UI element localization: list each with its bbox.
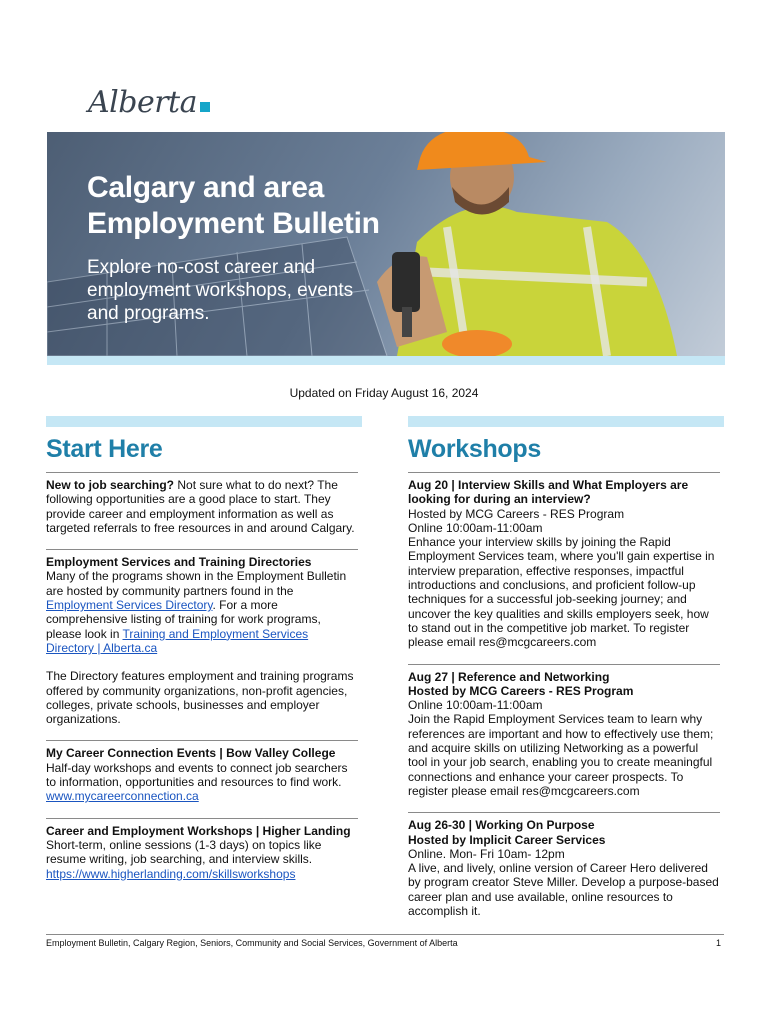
workshop-item [408, 664, 720, 799]
directories-text1: Many of the programs shown in the Employment Bulletin are hosted by community partners found in the [46, 569, 347, 598]
banner-subtitle: Explore no-cost career and employment workshops, events and programs. [87, 257, 354, 324]
workshop-desc: Join the Rapid Employment Services team to learn why references are important and how to effectively use them; and acquire skills on utilizing Networking as a powerful tool in your job search, enabling you to create meaningful connections and enhance your career prospects. To register please email res@mcgcareers.com [408, 712, 714, 798]
workshop-title: Aug 20 | Interview Skills and What Employers are looking for during an interview? [408, 478, 689, 507]
column-bar [46, 416, 362, 427]
directories-text2: . For a more comprehensive listing of training for work programs, please look in [46, 598, 321, 641]
logo-square-icon [200, 102, 210, 112]
workshop-time: Online 10:00am-11:00am [408, 698, 543, 713]
directories-para2: The Directory features employment and training programs offered by community organizations, non-profit agencies, colleges, private schools, businesses and employer organizations. [46, 669, 354, 727]
page-number: 1 [716, 938, 722, 948]
updated-date: Updated on Friday August 16, 2024 [289, 386, 479, 400]
higher-landing-entry [46, 818, 358, 881]
intro-entry [46, 472, 358, 535]
footer-rule [46, 934, 724, 935]
start-here-column [46, 416, 362, 881]
workshop-title: Aug 27 | Reference and Networking [408, 669, 610, 684]
logo-text: Alberta [88, 85, 197, 120]
workshop-time: Online. Mon- Fri 10am- 12pm [408, 846, 565, 861]
higher-link[interactable]: https://www.higherlanding.com/skillsworkshops [46, 866, 296, 881]
workshops-heading: Workshops [408, 435, 541, 463]
workshop-host: Hosted by Implicit Career Services [408, 832, 606, 847]
column-bar [408, 416, 724, 427]
higher-text: Short-term, online sessions (1-3 days) on topics like resume writing, job searching, and interview skills. [46, 837, 322, 867]
training-directory-link[interactable]: Training and Employment Services Directory | Alberta.ca [46, 626, 309, 655]
mcc-title: My Career Connection Events | Bow Valley College [46, 746, 336, 761]
workshop-title: Aug 26-30 | Working On Purpose [408, 818, 595, 833]
employment-services-directory-link[interactable]: Employment Services Directory [46, 598, 213, 613]
start-here-heading: Start Here [46, 435, 163, 463]
workshop-item [408, 472, 720, 650]
footer-text: Employment Bulletin, Calgary Region, Seniors, Community and Social Services, Government of Alberta [46, 938, 458, 948]
intro-text: Not sure what to do next? The following opportunities are a good place to start. They provide career and employment information as well as targeted referrals to free resources in and around Calgary. [46, 478, 355, 535]
banner-strip [47, 356, 725, 365]
alberta-logo [88, 84, 214, 122]
hero-banner [47, 132, 725, 356]
workshop-host: Hosted by MCG Careers - RES Program [408, 506, 625, 521]
mcc-entry [46, 740, 358, 803]
workshop-item [408, 812, 720, 918]
workshops-column [408, 416, 724, 918]
higher-title: Career and Employment Workshops | Higher Landing [46, 823, 351, 838]
workshop-desc: Enhance your interview skills by joining the Rapid Employment Services team, where you'll gain expertise in interview preparation, effective responses, impactful introductions and conclusions, and proficient follow-up techniques for a successful job-seeking journey; and uncover the key qualities and skills employers seek, how to stand out in the competitive job market. To register please email res@mcgcareers.com [408, 535, 715, 650]
workshop-host: Hosted by MCG Careers - RES Program [408, 683, 634, 698]
intro-bold: New to job searching? [46, 478, 175, 492]
banner-title: Calgary and area Employment Bulletin [87, 171, 380, 240]
directories-entry [46, 549, 358, 726]
workshop-time: Online 10:00am-11:00am [408, 520, 543, 535]
workshop-desc: A live, and lively, online version of Career Hero delivered by program creator Steve Miller. Develop a purpose-based career plan and use available, online resources to accomplish it. [408, 861, 719, 919]
mcc-text: Half-day workshops and events to connect job searchers to information, opportunities and resources to find work. [46, 760, 348, 790]
mcc-link[interactable]: www.mycareerconnection.ca [46, 789, 199, 804]
directories-title: Employment Services and Training Directories [46, 555, 312, 570]
